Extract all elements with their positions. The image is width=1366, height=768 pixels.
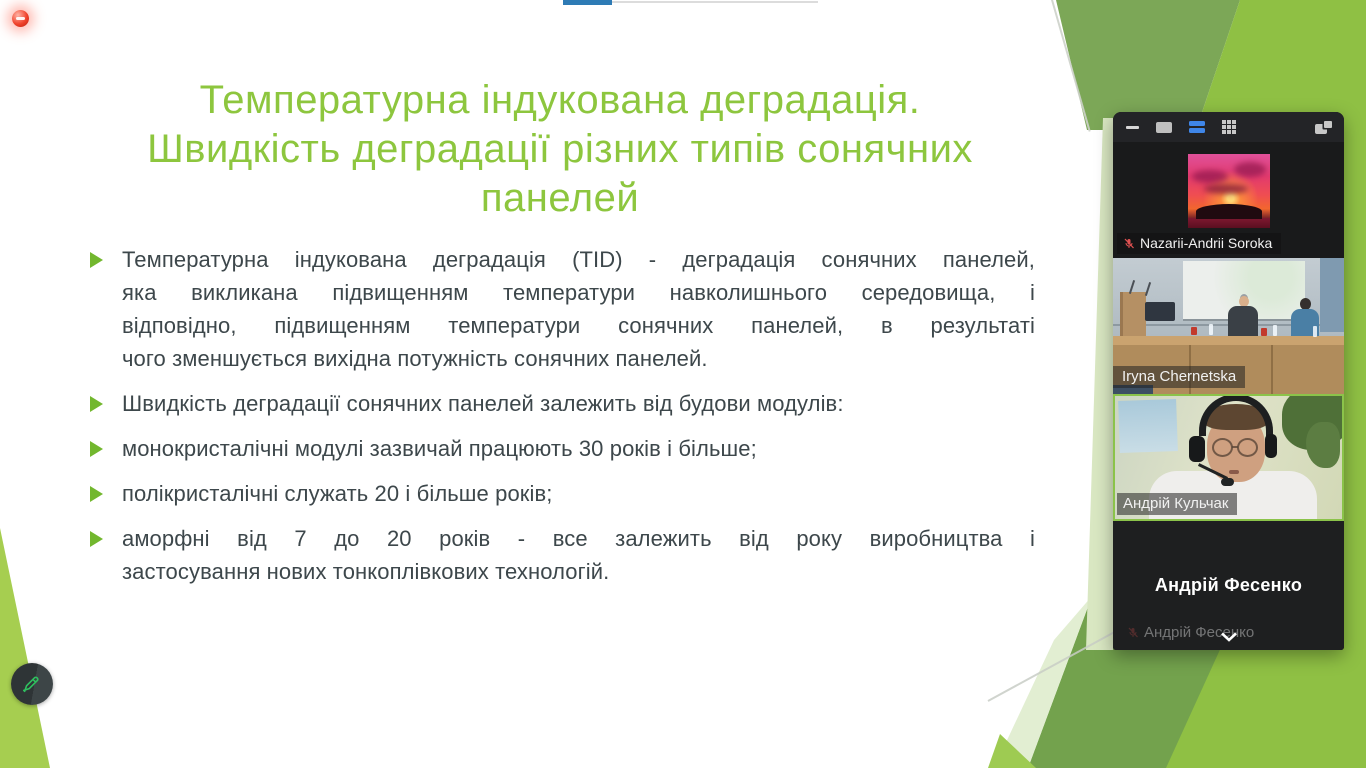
bullet-triangle-icon — [90, 531, 103, 547]
participant-tile-active-speaker[interactable] — [1113, 394, 1344, 521]
participant-tile[interactable] — [1113, 521, 1344, 650]
bullet-triangle-icon — [90, 396, 103, 412]
bullet-triangle-icon — [90, 252, 103, 268]
slide-title — [60, 76, 1060, 223]
bullet-line: монокристалічні модулі зазвичай працюють 30 років і більше; — [122, 436, 757, 461]
bullet-line: чого зменшується вихідна потужність сонячних панелей. — [122, 346, 708, 371]
video-panel-toolbar — [1113, 112, 1344, 142]
bullet-line: застосування нових тонкоплівкових технологій. — [122, 559, 610, 584]
bullet-line: яка викликана підвищенням температури навколишнього середовища, і — [122, 280, 1035, 305]
slide-title-line: панелей — [480, 176, 640, 220]
participant-display-name: Андрій Фесенко — [1154, 575, 1303, 595]
participant-avatar-image — [1188, 154, 1270, 228]
gallery-view-icon[interactable] — [1222, 120, 1236, 134]
participant-name-label: Андрій Кульчак — [1117, 493, 1237, 515]
record-indicator-icon[interactable] — [12, 10, 29, 27]
bullet-item — [90, 477, 1035, 510]
bullet-triangle-icon — [90, 486, 103, 502]
top-progress-bar-track — [612, 1, 818, 3]
mic-muted-icon — [1123, 237, 1135, 250]
collapse-chevron-icon[interactable] — [1220, 629, 1237, 647]
annotate-pencil-button[interactable] — [11, 663, 53, 705]
bullet-line: Температурна індукована деградація (TID) - деградація сонячних панелей, — [122, 247, 1035, 272]
participant-tile[interactable] — [1113, 258, 1344, 394]
top-progress-bar-filled — [563, 0, 612, 5]
participant-name-label: Iryna Chernetska — [1113, 366, 1245, 388]
participant-name-label: Nazarii-Andrii Soroka — [1117, 233, 1281, 254]
bullet-line: відповідно, підвищенням температури сонячних панелей, в результаті — [122, 313, 1035, 338]
bullet-item — [90, 522, 1035, 588]
bullet-line: аморфні від 7 до 20 років - все залежить від року виробництва і — [122, 526, 1035, 551]
minimize-icon[interactable] — [1126, 126, 1139, 129]
video-conference-panel — [1113, 112, 1344, 650]
slide-title-line: Температурна індукована деградація. — [199, 78, 921, 122]
slide-title-line: Швидкість деградації різних типів сонячних — [147, 127, 973, 171]
bullet-triangle-icon — [90, 441, 103, 457]
pencil-icon — [21, 673, 43, 695]
participant-name-label: Андрій Фесенко — [1121, 622, 1263, 644]
bullet-line: Швидкість деградації сонячних панелей залежить від будови модулів: — [122, 391, 844, 416]
popout-icon[interactable] — [1315, 121, 1332, 134]
bullet-line: полікристалічні служать 20 і більше років; — [122, 481, 553, 506]
mic-muted-icon — [1127, 626, 1139, 639]
participant-tile[interactable] — [1113, 142, 1344, 258]
slide-bullet-list — [90, 243, 1035, 600]
speaker-view-icon[interactable] — [1156, 122, 1172, 133]
strip-view-icon[interactable] — [1189, 121, 1205, 133]
bullet-item — [90, 243, 1035, 375]
bullet-item — [90, 387, 1035, 420]
bullet-item — [90, 432, 1035, 465]
